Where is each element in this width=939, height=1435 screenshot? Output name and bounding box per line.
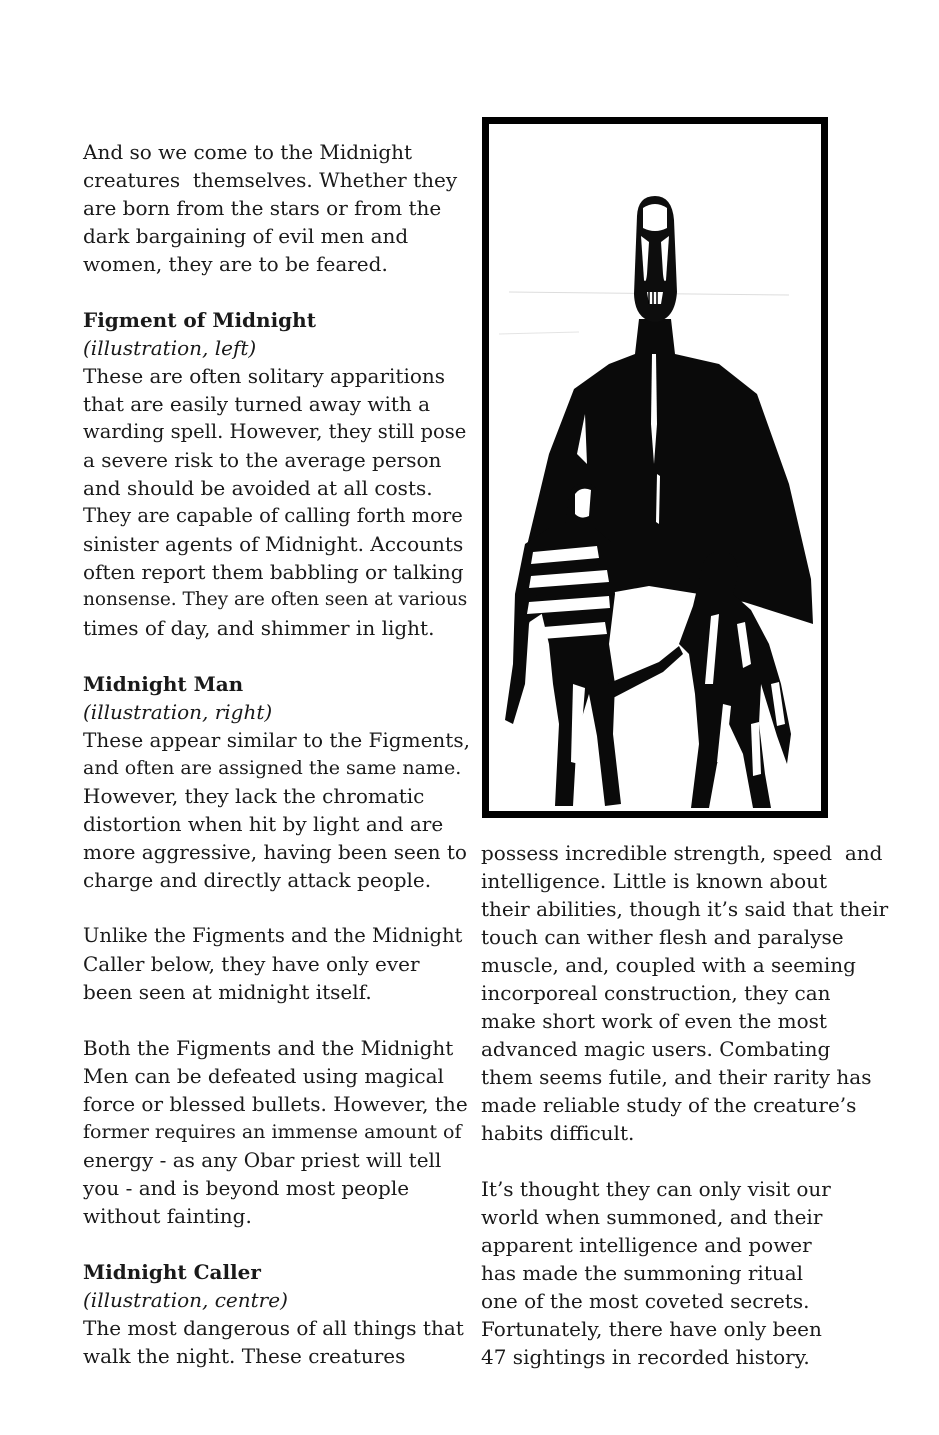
text-line: you - and is beyond most people [83, 1176, 410, 1200]
text-line: intelligence. Little is known about [481, 869, 828, 893]
text-line: possess incredible strength, speed and [481, 841, 883, 865]
figment-caption: (illustration, left) [83, 336, 257, 360]
right-column [481, 839, 889, 1371]
text-line: Men can be defeated using magical [83, 1064, 444, 1088]
text-line: made reliable study of the creature’s [481, 1093, 857, 1117]
text-line: women, they are to be feared. [83, 252, 388, 276]
midnight-caller-heading: Midnight Caller [83, 1260, 261, 1284]
text-line: habits difficult. [481, 1121, 635, 1145]
text-line: their abilities, though it’s said that their [481, 897, 889, 921]
text-line: one of the most coveted secrets. [481, 1289, 810, 1313]
midnight-man-caption: (illustration, right) [83, 700, 273, 724]
text-line: dark bargaining of evil men and [83, 224, 409, 248]
text-line: Both the Figments and the Midnight [83, 1036, 454, 1060]
text-line: These are often solitary apparitions [83, 364, 446, 388]
text-line: without fainting. [83, 1204, 252, 1228]
text-line: incorporeal construction, they can [481, 981, 831, 1005]
text-line: warding spell. However, they still pose [83, 420, 467, 443]
text-line: The most dangerous of all things that [83, 1316, 464, 1340]
midnight-caller-caption: (illustration, centre) [83, 1288, 288, 1312]
text-line: Unlike the Figments and the Midnight [83, 924, 463, 947]
midnight-man-heading: Midnight Man [83, 672, 244, 696]
text-line: Fortunately, there have only been [481, 1317, 822, 1341]
illustration-frame [482, 117, 828, 818]
text-line: former requires an immense amount of [83, 1121, 462, 1143]
text-line: and should be avoided at all costs. [83, 476, 433, 500]
text-line: It’s thought they can only visit our [481, 1177, 831, 1201]
text-line: distortion when hit by light and are [83, 812, 444, 836]
text-line: And so we come to the Midnight [83, 140, 413, 164]
text-line: and often are assigned the same name. [83, 757, 462, 779]
midnight-creatures-illustration [489, 124, 821, 811]
text-line: These appear similar to the Figments, [83, 728, 470, 752]
text-line: force or blessed bullets. However, the [83, 1092, 468, 1116]
text-line: muscle, and, coupled with a seeming [481, 953, 856, 977]
text-line: However, they lack the chromatic [83, 784, 425, 808]
text-line: are born from the stars or from the [83, 196, 442, 220]
text-line: make short work of even the most [481, 1009, 827, 1033]
text-line: has made the summoning ritual [481, 1261, 804, 1285]
text-line: charge and directly attack people. [83, 868, 432, 892]
left-column [83, 138, 470, 1370]
text-line: touch can wither flesh and paralyse [481, 925, 844, 949]
text-line: times of day, and shimmer in light. [83, 616, 435, 640]
text-line: 47 sightings in recorded history. [481, 1345, 810, 1369]
text-line: that are easily turned away with a [83, 392, 431, 416]
text-line: energy - as any Obar priest will tell [83, 1148, 442, 1172]
text-line: more aggressive, having been seen to [83, 840, 467, 864]
text-line: nonsense. They are often seen at various [83, 589, 468, 610]
text-line: apparent intelligence and power [481, 1233, 812, 1257]
text-line: world when summoned, and their [481, 1205, 823, 1229]
figment-heading: Figment of Midnight [83, 308, 316, 332]
text-line: creatures themselves. Whether they [83, 168, 458, 192]
text-line: advanced magic users. Combating [481, 1037, 831, 1061]
text-line: sinister agents of Midnight. Accounts [83, 532, 464, 556]
text-line: They are capable of calling forth more [83, 504, 463, 527]
text-line: walk the night. These creatures [83, 1344, 406, 1368]
text-line: been seen at midnight itself. [83, 980, 372, 1004]
text-line: Caller below, they have only ever [83, 952, 420, 976]
text-line: them seems futile, and their rarity has [481, 1065, 872, 1089]
text-line: a severe risk to the average person [83, 448, 442, 472]
text-line: often report them babbling or talking [83, 560, 464, 584]
